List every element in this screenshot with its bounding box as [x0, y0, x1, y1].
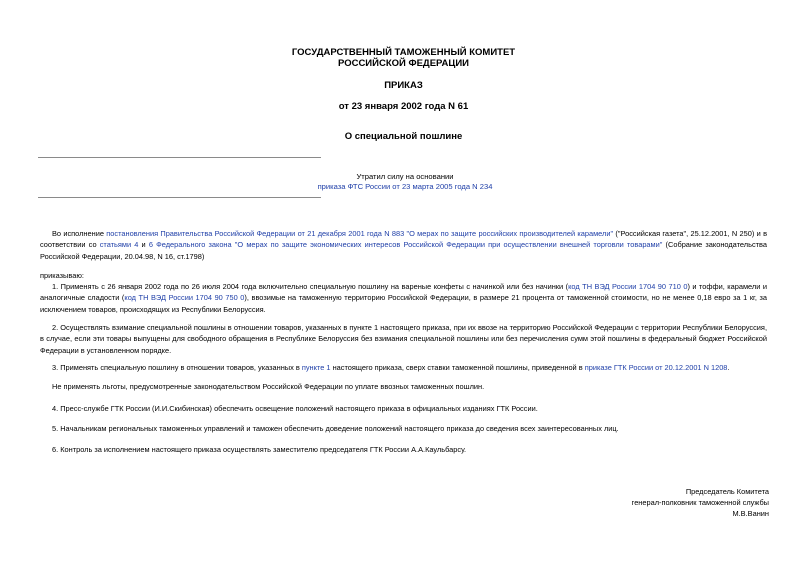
article-4-link[interactable]: статьями 4 — [99, 240, 139, 250]
item-1-text-3: ), ввозимые на таможенную территорию Российской Федерации, в размере 21 процента от таможенной стоимости, но не менее 0,18 евро за 1 кг, за исключением товаров, происходящих из Республики Белоруссия. — [40, 293, 767, 314]
item-3-paragraph — [40, 362, 767, 373]
issuer-line-2: РОССИЙСКОЙ ФЕДЕРАЦИИ — [337, 58, 469, 69]
item-5-paragraph: 5. Начальникам региональных таможенных управлений и таможен обеспечить доведение положений настоящего приказа до сведения всех заинтересованных лиц. — [52, 424, 619, 433]
repeal-order-link[interactable]: приказа ФТС России от 23 марта 2005 года N 234 — [317, 182, 493, 191]
preamble-paragraph — [40, 228, 767, 262]
item-6-paragraph: 6. Контроль за исполнением настоящего приказа осуществлять заместителю председателя ГТК России А.А.Каульбарсу. — [52, 445, 467, 454]
orders-word: приказываю: — [40, 271, 84, 280]
item-1-text-1: 1. Применять с 26 января 2002 года по 26 июля 2004 года включительно специальную пошлину на вареные конфеты с начинкой или без начинки ( — [52, 282, 569, 291]
preamble-text-4: (Собрание законодательства Российской Федерации, 20.04.98, N 16, ст.1798) — [40, 240, 767, 261]
signature-rank: генерал-полковник таможенной службы — [631, 498, 769, 507]
signature-name: М.В.Ванин — [732, 509, 769, 518]
preamble-text-1: Во исполнение — [52, 229, 107, 238]
status-note: Утратил силу на основании — [356, 172, 454, 181]
resolution-883-link[interactable]: постановления Правительства Российской Федерации от 21 декабря 2001 года N 883 "О мерах по защите российских производителей карамели" — [106, 229, 614, 238]
item-4-paragraph: 4. Пресс-службе ГТК России (И.И.Скибинская) обеспечить освещение положений настоящего приказа в официальных изданиях ГТК России. — [52, 404, 538, 413]
document-type: ПРИКАЗ — [384, 80, 423, 91]
divider-bottom — [38, 197, 321, 198]
preamble-text-3: и — [138, 240, 149, 250]
item-3-text-1: 3. Применять специальную пошлину в отношении товаров, указанных в — [52, 363, 302, 372]
divider-top — [38, 157, 321, 158]
code-17049075-link[interactable]: код ТН ВЭД России 1704 90 750 0 — [124, 293, 245, 303]
document-date-number: от 23 января 2002 года N 61 — [338, 101, 469, 112]
item-2-paragraph: 2. Осуществлять взимание специальной пошлины в отношении товаров, указанных в пункте 1 настоящего приказа, при их ввозе на территорию Российской Федерации с территории Республики Белоруссия, в случае, если эти товары выпущены для свободного обращения в Республике Белоруссия без взимания специальной пошлины или без перечисления сумм этой пошлины в федеральный бюджет Российской Федерации в установленном порядке. — [40, 323, 767, 355]
preamble-text-2: ("Российская газета", 25.12.2001, N 250) и в соответствии со — [40, 229, 767, 250]
signature-title: Председатель Комитета — [685, 487, 769, 496]
item-1-text-2: ) и тоффи, карамели и аналогичные сладости ( — [40, 282, 767, 303]
item-1-paragraph — [40, 281, 767, 315]
federal-law-link[interactable]: 6 Федерального закона "О мерах по защите экономических интересов Российской Федерации при осуществлении внешней торговли товарами" — [148, 240, 663, 250]
status-link-wrap — [300, 181, 510, 193]
point-1-link[interactable]: пункте 1 — [301, 363, 331, 372]
code-17049071-link[interactable]: код ТН ВЭД России 1704 90 710 0 — [568, 282, 688, 291]
document-subject: О специальной пошлине — [344, 131, 463, 142]
order-1208-link[interactable]: приказе ГТК России от 20.12.2001 N 1208 — [584, 363, 728, 372]
item-3-text-2: настоящего приказа, сверх ставки таможенной пошлины, приведенной в — [330, 363, 585, 372]
item-3-text-3: . — [727, 363, 730, 372]
issuer-line-1: ГОСУДАРСТВЕННЫЙ ТАМОЖЕННЫЙ КОМИТЕТ — [291, 47, 516, 58]
item-3-continuation: Не применять льготы, предусмотренные законодательством Российской Федерации по уплате ввозных таможенных пошлин. — [52, 382, 485, 391]
